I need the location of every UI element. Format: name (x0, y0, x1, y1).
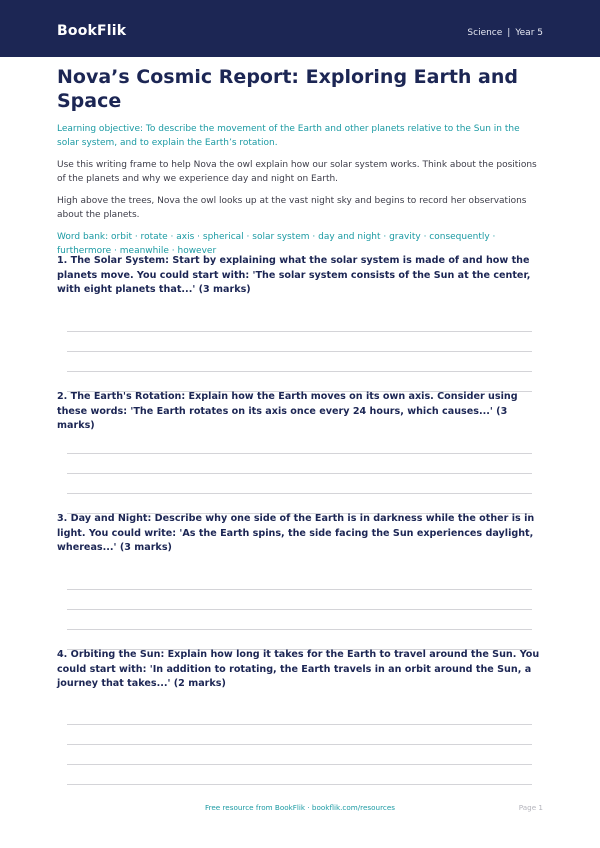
answer-line[interactable] (67, 493, 532, 494)
answer-line[interactable] (67, 629, 532, 630)
answer-line[interactable] (67, 724, 532, 725)
answer-line[interactable] (67, 371, 532, 372)
answer-line[interactable] (67, 453, 532, 454)
header-meta: Science | Year 5 (467, 28, 543, 38)
answer-line[interactable] (67, 473, 532, 474)
answer-line[interactable] (67, 784, 532, 785)
question-text: 3. Day and Night: Describe why one side of the Earth is in darkness while the other is in light. You could write: 'As the Earth spins, the side facing the Sun experiences daylight, whereas...' (3 marks) (57, 513, 535, 553)
year-label: Year 5 (515, 28, 543, 38)
question-4 (57, 648, 543, 692)
header-bar (0, 0, 600, 57)
learning-objective: Learning objective: To describe the movement of the Earth and other planets relative to the Sun in the solar system, and to explain the Earth’s rotation. (57, 124, 520, 148)
answer-line[interactable] (67, 331, 532, 332)
question-text: 2. The Earth's Rotation: Explain how the Earth moves on its own axis. Consider using these words: 'The Earth rotates on its axis once every 24 hours, which causes...' (3 marks) (57, 391, 518, 431)
page-number: Page 1 (518, 803, 543, 812)
question-1 (57, 254, 543, 298)
question-text: 4. Orbiting the Sun: Explain how long it takes for the Earth to travel around the Sun. You could start with: 'In addition to rotating, the Earth travels in an orbit around the Sun, a journey that takes...' (2 marks) (57, 649, 540, 689)
intro-section (57, 65, 543, 258)
question-2 (57, 390, 543, 434)
footer-resource-link[interactable]: Free resource from BookFlik · bookflik.com/resources (204, 803, 396, 812)
brand-logo[interactable]: BookFlik (57, 23, 127, 39)
word-bank: Word bank: orbit · rotate · axis · spherical · solar system · day and night · gravity · consequently · furthermore · meanwhile · however (57, 232, 496, 256)
intro-paragraph: Use this writing frame to help Nova the owl explain how our solar system works. Think about the positions of the planets and why we experience day and night on Earth. (57, 160, 537, 184)
story-paragraph: High above the trees, Nova the owl looks up at the vast night sky and begins to record her observations about the planets. (57, 196, 527, 220)
page-title: Nova’s Cosmic Report: Exploring Earth and Space (57, 66, 519, 112)
answer-line[interactable] (67, 351, 532, 352)
answer-line[interactable] (67, 764, 532, 765)
answer-line[interactable] (67, 609, 532, 610)
question-3 (57, 512, 543, 556)
answer-line[interactable] (67, 589, 532, 590)
question-text: 1. The Solar System: Start by explaining what the solar system is made of and how the planets move. You could start with: 'The solar system consists of the Sun at the center, with eight planets that...' (3 marks) (57, 255, 531, 295)
answer-line[interactable] (67, 744, 532, 745)
subject-label: Science (467, 28, 503, 38)
